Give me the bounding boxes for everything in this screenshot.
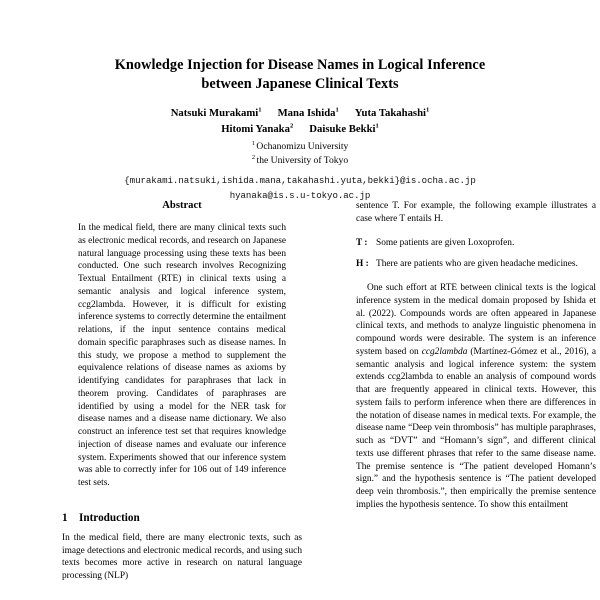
continuation-paragraph: sentence T. For example, the following example illustrates a case where T entails H. — [356, 201, 596, 224]
author — [278, 106, 339, 122]
email-line: hyanaka@is.s.u-tokyo.ac.jp — [229, 189, 371, 201]
author-affil-marker: 1 — [375, 122, 379, 130]
paragraph-part-1: One such effort at RTE between clinical texts is the logical inference system in the medical domain proposed by Ishida et al. (2022). Compounds words are often appeared in Japanese clinical texts, and methods to analyze linguistic phenomena in compound words were desirable. The system is an inference system based on — [356, 283, 596, 357]
section-number: 1 — [62, 511, 68, 524]
email-list — [58, 174, 542, 202]
right-column — [356, 200, 596, 600]
example-label: T : — [356, 237, 368, 248]
introduction-paragraph: In the medical field, there are many electronic texts, such as image detections and electronic medical records, and using such texts becomes more active in research on natural language processing (NLP) — [62, 532, 302, 581]
author-name: Yuta Takahashi — [354, 107, 426, 120]
email-line: {murakami.natsuki,ishida.mana,takahashi.yuta,bekki}@is.ocha.ac.jp — [124, 175, 476, 187]
author — [221, 122, 293, 138]
affiliation-marker: 1 — [251, 140, 255, 147]
author-affil-marker: 1 — [258, 106, 262, 114]
example-hypothesis — [356, 258, 596, 271]
author-name: Daisuke Bekki — [309, 122, 376, 135]
abstract-text: In the medical field, there are many clinical texts such as electronic medical records, and research on Japanese natural language processing using these texts has been conducted. One such research involves Recognizing Textual Entailment (RTE) in clinical texts using a semantic analysis and logical inference system, ccg2lambda. However, it is difficult for existing inference systems to correctly determine the entailment relations, if the input sentence contains medical domain specific paraphrases such as disease names. In this study, we propose a method to supplement the equivalence relations of disease names as axioms by identifying candidates for paraphrases that lack in theorem proving. Candidates of paraphrases are identified by using a model for the NER task for disease names and a disease name dictionary. We also construct an inference test set that requires knowledge injection of disease names and evaluate our inference system. Experiments showed that our inference system was able to correctly infer for 106 out of 149 inference test sets. — [78, 223, 286, 488]
author-row-1 — [58, 106, 542, 122]
example-label: H : — [356, 259, 369, 270]
author — [309, 122, 379, 138]
rte-effort-paragraph — [356, 282, 596, 512]
paragraph-part-2: (Martínez-Gómez et al., 2016), a semantic analysis and logical inference system: the system extends ccg2lambda to enable an analysis of compound words that are frequently appeared in clinical texts. However, this system fails to perform inference when there are differences in the notation of disease names in medical texts. For example, the disease name “Deep vein thrombosis” has multiple paraphrases, such as “DVT” and “Homann’s sign”, and different clinical texts use different phrases that refer to the same disease name. The premise sentence is “The patient developed Homann’s sign.” and the hypothesis sentence is “The patient developed deep vein thrombosis.”, then empirically the premise sentence implies the hypothesis sentence. To show this entailment — [356, 346, 596, 510]
affiliation-name: Ochanomizu University — [256, 141, 349, 153]
affiliation — [58, 154, 542, 168]
author — [355, 106, 430, 122]
affiliation-name: the University of Tokyo — [256, 154, 349, 166]
example-premise — [356, 237, 596, 250]
section-title: Introduction — [79, 511, 140, 524]
system-name-ccg2lambda: ccg2lambda — [421, 346, 468, 357]
author-affil-marker: 1 — [426, 106, 430, 114]
affiliation-marker: 2 — [251, 153, 256, 161]
left-column — [62, 200, 302, 600]
author-name: Mana Ishida — [277, 107, 336, 120]
abstract-heading: Abstract — [162, 200, 202, 211]
author-list — [58, 106, 542, 137]
author — [171, 106, 262, 122]
abstract-section — [62, 200, 302, 490]
title-block — [0, 0, 600, 203]
body-columns — [0, 200, 600, 600]
author-name: Hitomi Yanaka — [221, 122, 290, 135]
example-text: There are patients who are given headache medicines. — [376, 259, 578, 270]
page-title — [58, 56, 542, 93]
affiliation-list — [58, 140, 542, 167]
author-affil-marker: 1 — [335, 106, 339, 114]
example-text: Some patients are given Loxoprofen. — [376, 237, 515, 248]
section-heading-introduction — [62, 512, 302, 524]
entailment-example-block — [356, 237, 596, 272]
author-name: Natsuki Murakami — [170, 107, 259, 120]
affiliation — [58, 140, 542, 154]
title-line-1: Knowledge Injection for Disease Names in Logical Inference — [114, 57, 486, 73]
author-row-2 — [58, 122, 542, 138]
author-affil-marker: 2 — [289, 122, 294, 130]
title-line-2: between Japanese Clinical Texts — [201, 75, 399, 92]
